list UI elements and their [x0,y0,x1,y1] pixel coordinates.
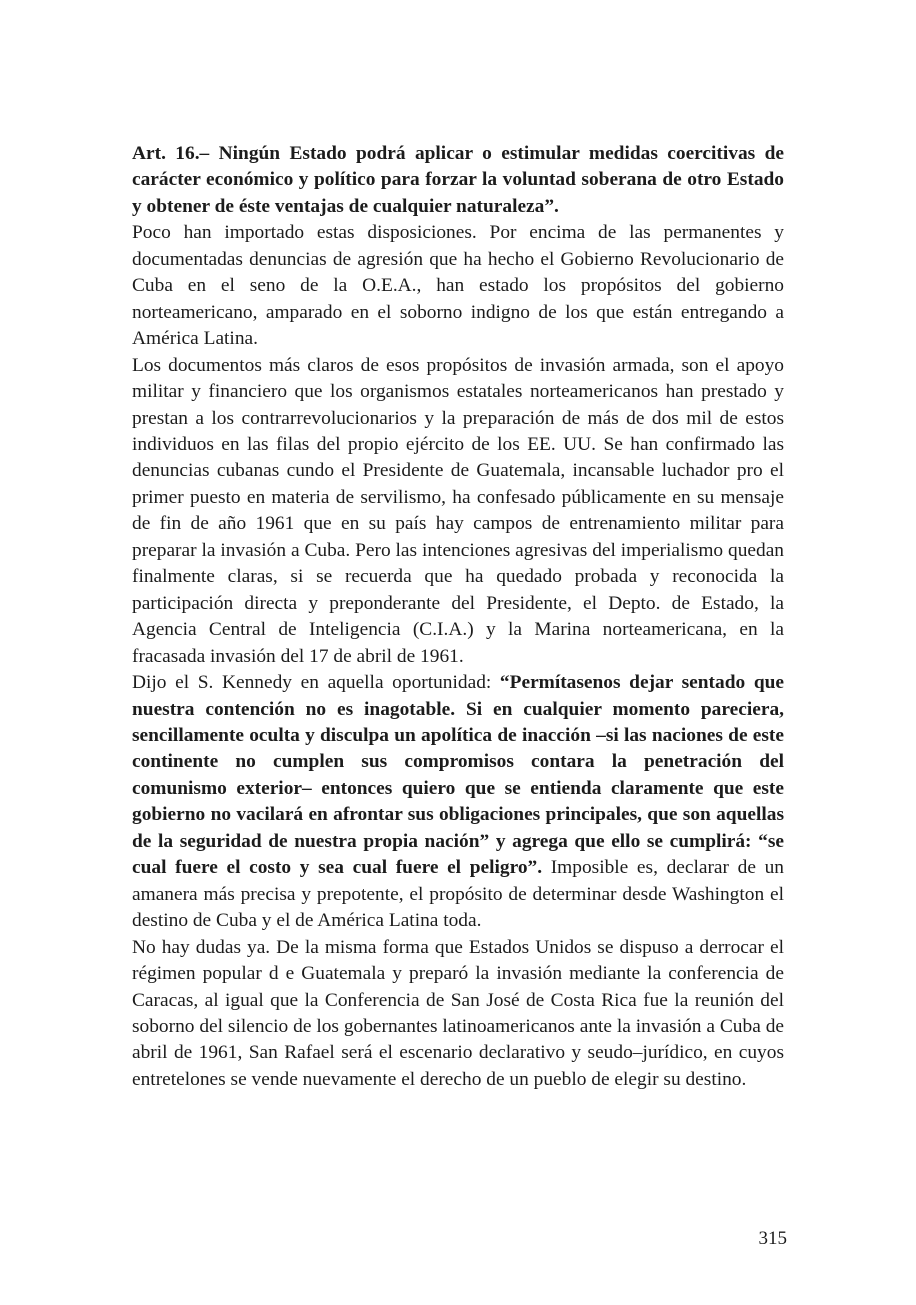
paragraph-1: Poco han importado estas disposiciones. Por encima de las permanentes y documentadas denuncias de agresión que ha hecho el Gobierno Revolucionario de Cuba en el seno de la O.E.A., han estado los propósitos del gobierno norteamericano, amparado en el soborno indigno de los que están entregando a América Latina. [132,222,784,350]
body-text [132,141,784,1093]
paragraph-4: No hay dudas ya. De la misma forma que Estados Unidos se dispuso a derrocar el régimen popular d e Guatemala y preparó la invasión mediante la conferencia de Caracas, al igual que la Conferencia de San José de Costa Rica fue la reunión del soborno del silencio de los gobernantes latinoamericanos ante la invasión a Cuba de abril de 1961, San Rafael será el escenario declarativo y seudo–jurídico, en cuyos entretelones se vende nuevamente el derecho de un pueblo de elegir su destino. [132,936,784,1090]
article-heading [132,141,784,220]
kennedy-quote: “Permítasenos dejar sentado que nuestra contención no es inagotable. Si en cualquier momento pareciera, sencillamente oculta y disculpa un apolítica de inacción –si las naciones de este continente no cumplen sus compromisos contara la penetración del comunismo exterior– entonces quiero que se entienda claramente que este gobierno no vacilará en afrontar sus obligaciones principales, que son aquellas de la seguridad de nuestra propia nación” y agrega que ello se cumplirá: “se cual fuere el costo y sea cual fuere el peligro”. [132,672,784,879]
paragraph-3-rest: Imposible es, declarar de un amanera más precisa y prepotente, el propósito de determinar desde Washington el destino de Cuba y el de América Latina toda. [132,857,784,932]
paragraph-2: Los documentos más claros de esos propósitos de invasión armada, son el apoyo militar y financiero que los organismos estatales norteamericanos han prestado y prestan a los contrarrevolucionarios y la preparación de más de dos mil de estos individuos en las filas del propio ejército de los EE. UU. Se han confirmado las denuncias cubanas cundo el Presidente de Guatemala, incansable luchador pro el primer puesto en materia de servilismo, ha confesado públicamente en su mensaje de fin de año 1961 que en su país hay campos de entrenamiento militar para preparar la invasión a Cuba. Pero las intenciones agresivas del imperialismo quedan finalmente claras, si se recuerda que ha quedado probada y reconocida la participación directa y preponderante del Presidente, el Depto. de Estado, la Agencia Central de Inteligencia (C.I.A.) y la Marina norteamericana, en la fracasada invasión del 17 de abril de 1961. [132,354,784,667]
paragraph-3 [132,670,784,935]
paragraph-3-intro: Dijo el S. Kennedy en aquella oportunidad: [132,672,500,694]
page-number: 315 [758,1228,787,1249]
article-heading-text: Art. 16.– Ningún Estado podrá aplicar o estimular medidas coercitivas de carácter económico y político para forzar la voluntad soberana de otro Estado y obtener de éste ventajas de cualquier naturaleza”. [132,143,784,217]
